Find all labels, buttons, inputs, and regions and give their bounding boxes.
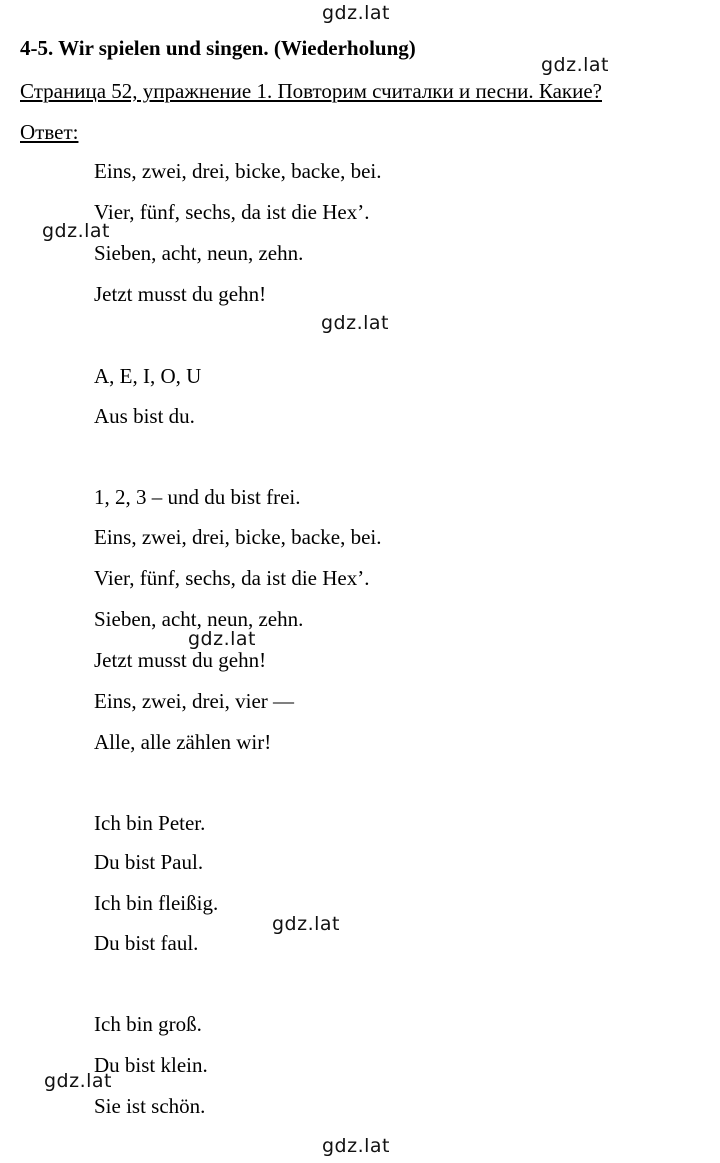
poem-line: Aus bist du. (94, 404, 195, 428)
watermark-text: gdz.lat (42, 220, 111, 242)
poem-line: Alle, alle zählen wir! (94, 730, 272, 754)
poem-line: Eins, zwei, drei, bicke, backe, bei. (94, 159, 382, 183)
exercise-question: Страница 52, упражнение 1. Повторим считалки и песни. Какие? (20, 79, 602, 103)
watermark-text: gdz.lat (321, 312, 390, 334)
poem-line: Jetzt musst du gehn! (94, 282, 267, 306)
poem-line: A, E, I, O, U (94, 364, 202, 388)
poem-line: Eins, zwei, drei, bicke, backe, bei. (94, 525, 382, 549)
poem-line: Jetzt musst du gehn! (94, 648, 267, 672)
poem-line: Sieben, acht, neun, zehn. (94, 241, 304, 265)
watermark-text: gdz.lat (322, 2, 391, 24)
poem-line: Sie ist schön. (94, 1094, 206, 1118)
poem-line: 1, 2, 3 – und du bist frei. (94, 485, 301, 509)
poem-line: Sieben, acht, neun, zehn. (94, 607, 304, 631)
poem-line: Ich bin Peter. (94, 811, 206, 835)
poem-line: Du bist klein. (94, 1053, 208, 1077)
watermark-text: gdz.lat (541, 54, 610, 76)
exercise-heading: 4-5. Wir spielen und singen. (Wiederholung) (20, 36, 416, 60)
watermark-text: gdz.lat (188, 628, 257, 650)
poem-line: Ich bin fleißig. (94, 891, 219, 915)
watermark-text: gdz.lat (272, 913, 341, 935)
watermark-text: gdz.lat (44, 1070, 113, 1092)
poem-line: Vier, fünf, sechs, da ist die Hex’. (94, 200, 370, 224)
poem-line: Eins, zwei, drei, vier — (94, 689, 295, 713)
poem-line: Du bist Paul. (94, 850, 204, 874)
watermark-text: gdz.lat (322, 1135, 391, 1157)
poem-line: Du bist faul. (94, 931, 199, 955)
poem-line: Ich bin groß. (94, 1012, 202, 1036)
poem-line: Vier, fünf, sechs, da ist die Hex’. (94, 566, 370, 590)
answer-label: Ответ: (20, 120, 79, 144)
